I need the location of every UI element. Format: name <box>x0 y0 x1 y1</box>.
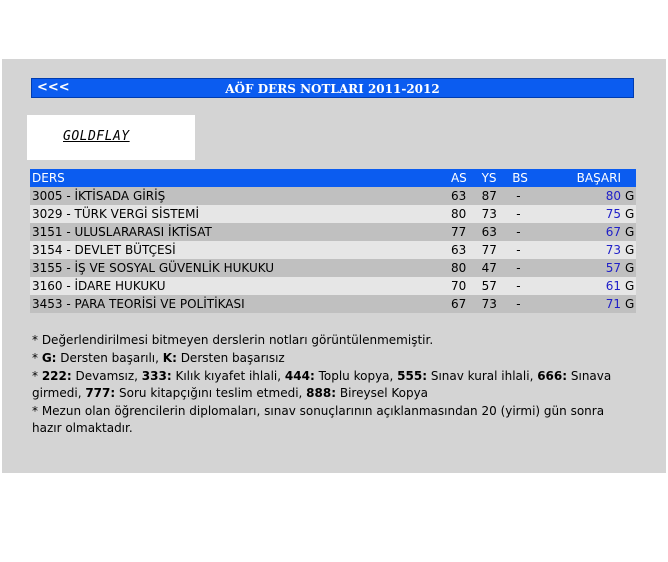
table-header-row <box>30 169 636 187</box>
back-link[interactable]: <<< <box>37 80 70 95</box>
title-bar <box>31 78 634 98</box>
note-diploma: * Mezun olan öğrencilerin diplomaları, sınav sonuçlarının açıklanmasından 20 (yirmi) gün sonra hazır olmaktadır. <box>32 404 605 435</box>
header-as: AS <box>451 169 482 187</box>
cell-bs: - <box>512 259 569 277</box>
cell-basari: 75 <box>569 205 625 223</box>
table-row <box>30 241 636 259</box>
cell-harf: G <box>625 225 635 239</box>
note-code-legend <box>32 368 612 402</box>
cell-as: 80 <box>451 259 482 277</box>
cell-as: 63 <box>451 241 482 259</box>
table-row <box>30 277 636 295</box>
header-bs: BS <box>512 169 569 187</box>
table-row <box>30 187 636 205</box>
text-555: Sınav kural ihlali, <box>427 369 538 383</box>
cell-ders: 3151 - ULUSLARARASI İKTİSAT <box>30 223 451 241</box>
cell-ders: 3155 - İŞ VE SOSYAL GÜVENLİK HUKUKU <box>30 259 451 277</box>
logo-text: GOLDFLAY <box>63 129 130 144</box>
cell-as: 80 <box>451 205 482 223</box>
cell-basari: 61 <box>569 277 625 295</box>
cell-ys: 57 <box>482 277 513 295</box>
header-ders: DERS <box>30 169 451 187</box>
table-row <box>30 295 636 313</box>
header-harf <box>625 169 636 187</box>
note-prefix: * <box>32 351 42 365</box>
cell-bs: - <box>512 295 569 313</box>
cell-ders: 3029 - TÜRK VERGİ SİSTEMİ <box>30 205 451 223</box>
table-row <box>30 205 636 223</box>
cell-harf: G <box>625 297 635 311</box>
cell-ys: 73 <box>482 205 513 223</box>
note-grade-legend <box>32 350 612 367</box>
cell-harf: G <box>625 279 635 293</box>
cell-bs: - <box>512 241 569 259</box>
cell-basari: 57 <box>569 259 625 277</box>
cell-harf: G <box>625 189 635 203</box>
code-888: 888: <box>306 386 337 400</box>
page-title: AÖF DERS NOTLARI 2011-2012 <box>225 82 440 96</box>
cell-ys: 47 <box>482 259 513 277</box>
table-row <box>30 223 636 241</box>
cell-harf: G <box>625 243 635 257</box>
cell-basari: 67 <box>569 223 625 241</box>
code-666: 666: <box>537 369 568 383</box>
note-incomplete: * Değerlendirilmesi bitmeyen derslerin notları görüntülenmemiştir. <box>32 333 434 347</box>
text-888: Bireysel Kopya <box>336 386 429 400</box>
text-g: Dersten başarılı, <box>56 351 163 365</box>
cell-as: 70 <box>451 277 482 295</box>
logo <box>27 115 195 160</box>
cell-basari: 71 <box>569 295 625 313</box>
code-g: G: <box>41 351 57 365</box>
cell-basari: 80 <box>569 187 625 205</box>
cell-bs: - <box>512 205 569 223</box>
cell-as: 63 <box>451 187 482 205</box>
cell-harf: G <box>625 207 635 221</box>
table-row <box>30 259 636 277</box>
cell-ys: 77 <box>482 241 513 259</box>
cell-ders: 3453 - PARA TEORİSİ VE POLİTİKASI <box>30 295 451 313</box>
notes <box>32 332 612 438</box>
code-k: K: <box>162 351 177 365</box>
text-k: Dersten başarısız <box>176 351 285 365</box>
text-333: Kılık kıyafet ihlali, <box>171 369 285 383</box>
cell-ders: 3005 - İKTİSADA GİRİŞ <box>30 187 451 205</box>
cell-ders: 3154 - DEVLET BÜTÇESİ <box>30 241 451 259</box>
note-prefix: * <box>32 369 42 383</box>
cell-harf: G <box>625 261 635 275</box>
cell-as: 67 <box>451 295 482 313</box>
code-777: 777: <box>85 386 116 400</box>
cell-basari: 73 <box>569 241 625 259</box>
main-panel <box>2 59 666 473</box>
cell-bs: - <box>512 223 569 241</box>
cell-bs: - <box>512 187 569 205</box>
text-222: Devamsız, <box>71 369 142 383</box>
code-222: 222: <box>41 369 72 383</box>
code-555: 555: <box>397 369 428 383</box>
cell-ys: 73 <box>482 295 513 313</box>
cell-ys: 87 <box>482 187 513 205</box>
cell-as: 77 <box>451 223 482 241</box>
text-777: Soru kitapçığını teslim etmedi, <box>115 386 307 400</box>
header-ys: YS <box>482 169 513 187</box>
code-444: 444: <box>284 369 315 383</box>
grades-table <box>30 169 636 313</box>
header-basari: BAŞARI <box>569 169 625 187</box>
code-333: 333: <box>141 369 172 383</box>
cell-ys: 63 <box>482 223 513 241</box>
text-444: Toplu kopya, <box>314 369 398 383</box>
text-666: Sınava girmedi, <box>32 369 612 400</box>
cell-ders: 3160 - İDARE HUKUKU <box>30 277 451 295</box>
cell-bs: - <box>512 277 569 295</box>
